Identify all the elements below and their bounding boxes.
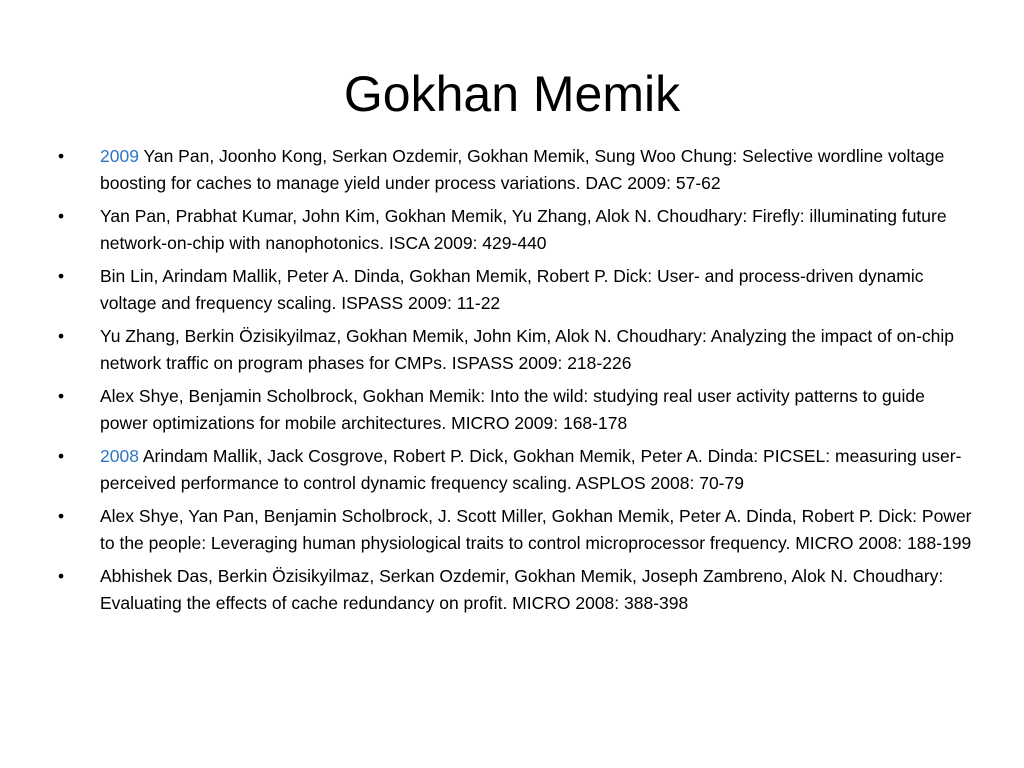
- list-item: [58, 383, 976, 437]
- publication-list: [58, 143, 976, 623]
- publication-text: Arindam Mallik, Jack Cosgrove, Robert P. Dick, Gokhan Memik, Peter A. Dinda: PICSEL: measuring user-perceived performance to control dynamic frequency scaling. ASPLOS 2008: 70-79: [100, 446, 962, 493]
- bullet-icon: •: [58, 446, 65, 466]
- publication-text: Bin Lin, Arindam Mallik, Peter A. Dinda, Gokhan Memik, Robert P. Dick: User- and process-driven dynamic voltage and frequency scaling. ISPASS 2009: 11-22: [100, 266, 924, 313]
- publication-text: Yan Pan, Prabhat Kumar, John Kim, Gokhan Memik, Yu Zhang, Alok N. Choudhary: Firefly: illuminating future network-on-chip with nanophotonics. ISCA 2009: 429-440: [100, 206, 947, 253]
- publication-text: Abhishek Das, Berkin Özisikyilmaz, Serkan Ozdemir, Gokhan Memik, Joseph Zambreno, Alok N. Choudhary: Evaluating the effects of cache redundancy on profit. MICRO 2008: 388-398: [100, 566, 944, 613]
- list-item: [58, 563, 976, 617]
- list-item: [58, 323, 976, 377]
- bullet-icon: •: [58, 146, 65, 166]
- slide-title: Gokhan Memik: [343, 66, 681, 122]
- bullet-icon: •: [58, 206, 65, 226]
- list-item: [58, 443, 976, 497]
- publication-text: Alex Shye, Yan Pan, Benjamin Scholbrock, J. Scott Miller, Gokhan Memik, Peter A. Dinda, Robert P. Dick: Power to the people: Leveraging human physiological traits to control microprocessor frequency. MICRO 2008: 188-199: [100, 506, 972, 553]
- year-label: 2008: [100, 446, 139, 466]
- list-item: [58, 263, 976, 317]
- bullet-icon: •: [58, 326, 65, 346]
- bullet-icon: •: [58, 506, 65, 526]
- bullet-icon: •: [58, 266, 65, 286]
- list-item: [58, 503, 976, 557]
- bullet-icon: •: [58, 386, 65, 406]
- publication-text: Yan Pan, Joonho Kong, Serkan Ozdemir, Gokhan Memik, Sung Woo Chung: Selective wordline voltage boosting for caches to manage yield under process variations. DAC 2009: 57-62: [100, 146, 945, 193]
- publication-text: Yu Zhang, Berkin Özisikyilmaz, Gokhan Memik, John Kim, Alok N. Choudhary: Analyzing the impact of on-chip network traffic on program phases for CMPs. ISPASS 2009: 218-226: [100, 326, 954, 373]
- list-item: [58, 143, 976, 197]
- bullet-icon: •: [58, 566, 65, 586]
- year-label: 2009: [100, 146, 139, 166]
- publication-text: Alex Shye, Benjamin Scholbrock, Gokhan Memik: Into the wild: studying real user activity patterns to guide power optimizations for mobile architectures. MICRO 2009: 168-178: [100, 386, 925, 433]
- list-item: [58, 203, 976, 257]
